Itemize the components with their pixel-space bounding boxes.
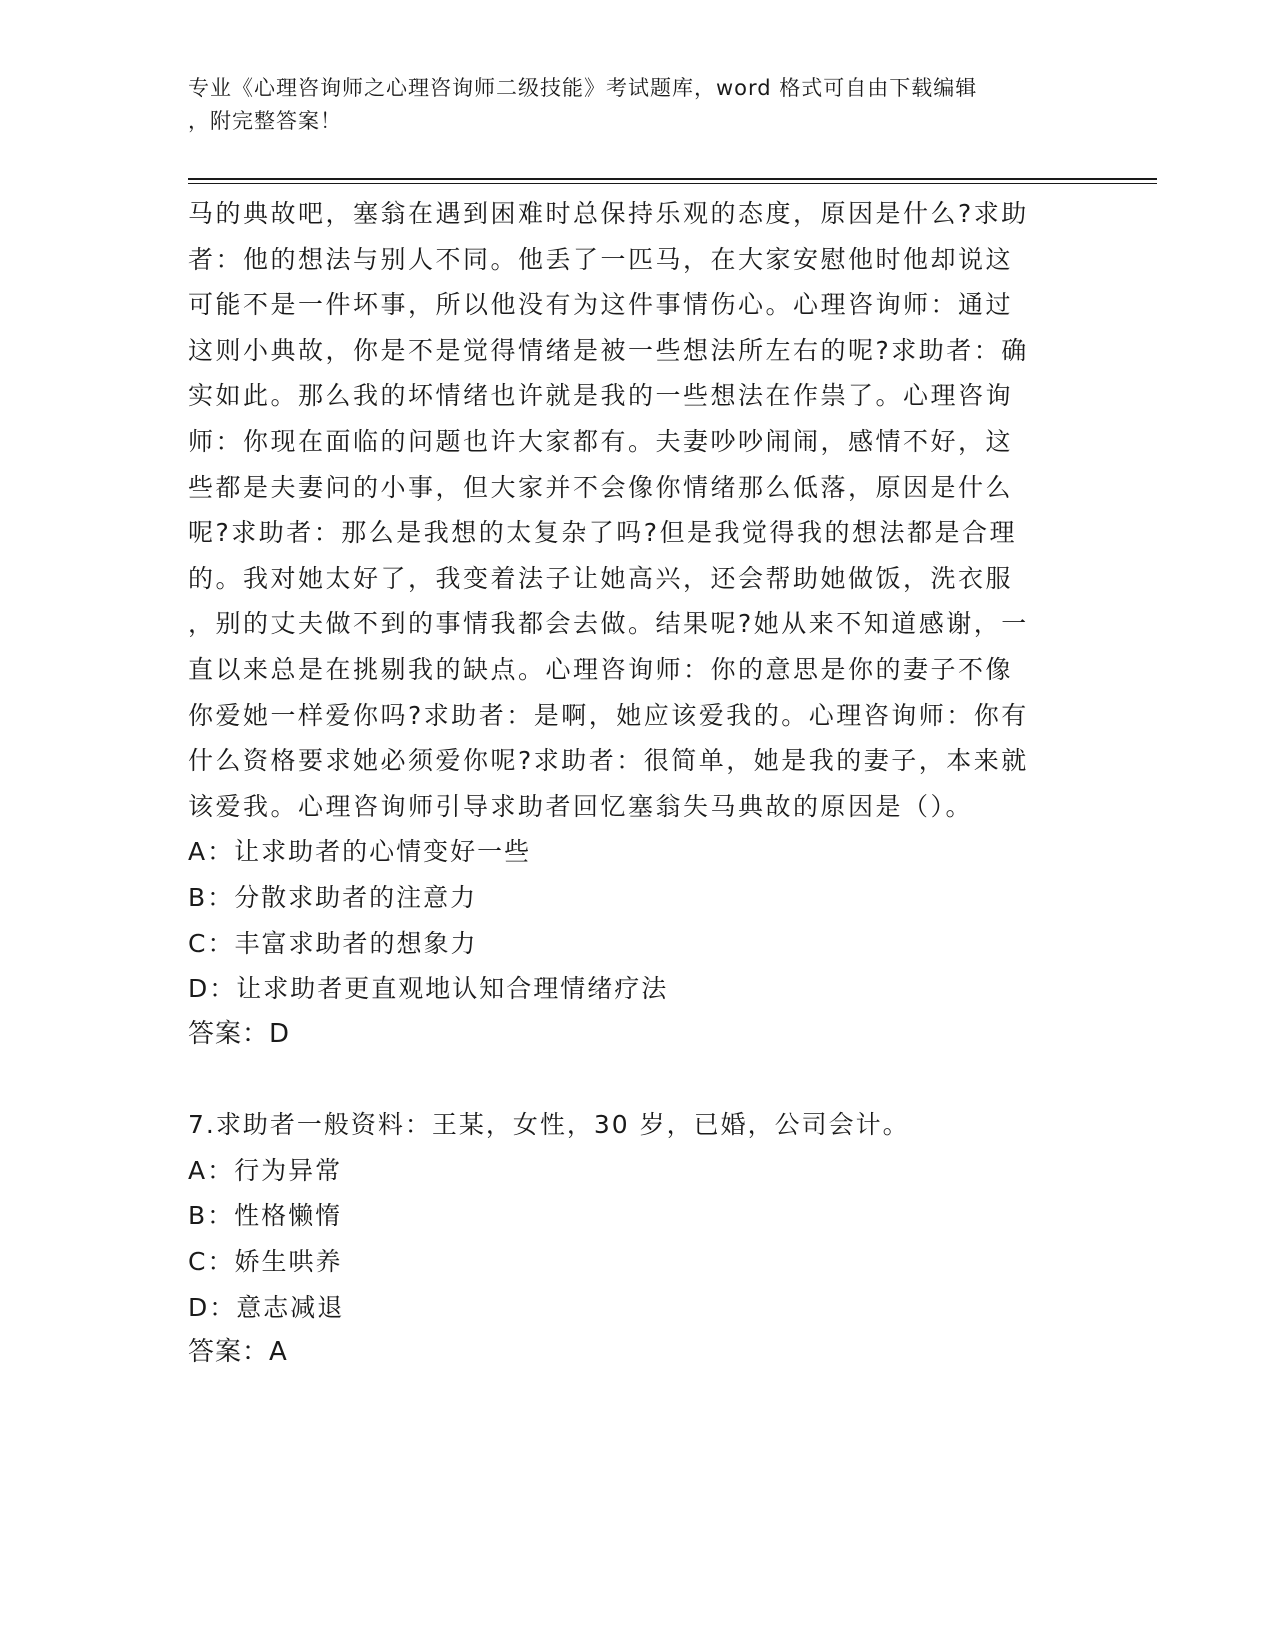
question-7-answer: 答案：A bbox=[188, 1337, 288, 1368]
question-6-stem bbox=[188, 191, 1088, 829]
question-6-answer: 答案：D bbox=[188, 1018, 291, 1049]
stem-line: 呢?求助者：那么是我想的太复杂了吗?但是我觉得我的想法都是合理 bbox=[188, 518, 1018, 548]
stem-line: 可能不是一件坏事，所以他没有为这件事情伤心。心理咨询师：通过 bbox=[188, 290, 1014, 320]
stem-line: 马的典故吧，塞翁在遇到困难时总保持乐观的态度，原因是什么?求助 bbox=[188, 199, 1029, 228]
stem-line: 该爱我。心理咨询师引导求助者回忆塞翁失马典故的原因是（）。 bbox=[188, 791, 974, 821]
document-header bbox=[188, 72, 1088, 138]
header-line-1: 专业《心理咨询师之心理咨询师二级技能》考试题库，word 格式可自由下载编辑 bbox=[188, 76, 978, 100]
stem-line: 实如此。那么我的坏情绪也许就是我的一些想法在作祟了。心理咨询 bbox=[188, 381, 1014, 411]
stem-line: ，别的丈夫做不到的事情我都会去做。结果呢?她从来不知道感谢，一 bbox=[188, 609, 1029, 639]
question-6-options bbox=[188, 829, 1088, 1011]
option-b: B：性格懒惰 bbox=[188, 1201, 343, 1231]
document-body bbox=[188, 191, 1088, 1376]
option-d: D：让求助者更直观地认知合理情绪疗法 bbox=[188, 974, 669, 1004]
header-divider-thick bbox=[188, 178, 1157, 180]
option-d: D：意志减退 bbox=[188, 1292, 345, 1322]
option-c: C：娇生哄养 bbox=[188, 1247, 343, 1277]
option-b: B：分散求助者的注意力 bbox=[188, 882, 478, 912]
stem-line: 什么资格要求她必须爱你呢?求助者：很简单，她是我的妻子，本来就 bbox=[188, 746, 1029, 776]
stem-line: 师：你现在面临的问题也许大家都有。夫妻吵吵闹闹，感情不好，这 bbox=[188, 426, 1014, 456]
option-c: C：丰富求助者的想象力 bbox=[188, 928, 478, 958]
stem-line: 者：他的想法与别人不同。他丢了一匹马，在大家安慰他时他却说这 bbox=[188, 244, 1014, 274]
stem-line: 直以来总是在挑剔我的缺点。心理咨询师：你的意思是你的妻子不像 bbox=[188, 654, 1014, 684]
option-a: A：让求助者的心情变好一些 bbox=[188, 837, 532, 867]
header-line-2: ，附完整答案！ bbox=[188, 109, 342, 133]
header-divider-thin bbox=[188, 183, 1157, 184]
stem-line: 些都是夫妻问的小事，但大家并不会像你情绪那么低落，原因是什么 bbox=[188, 472, 1014, 502]
stem-line: 这则小典故，你是不是觉得情绪是被一些想法所左右的呢?求助者：确 bbox=[188, 335, 1029, 365]
question-7-stem: 7.求助者一般资料：王某，女性，30 岁，已婚，公司会计。 bbox=[188, 1110, 910, 1140]
stem-line: 的。我对她太好了，我变着法子让她高兴，还会帮助她做饭，洗衣服 bbox=[188, 563, 1014, 593]
option-a: A：行为异常 bbox=[188, 1155, 343, 1185]
stem-line: 你爱她一样爱你吗?求助者：是啊，她应该爱我的。心理咨询师：你有 bbox=[188, 700, 1029, 730]
question-7-options bbox=[188, 1148, 1088, 1330]
question-spacer bbox=[188, 1057, 1088, 1102]
